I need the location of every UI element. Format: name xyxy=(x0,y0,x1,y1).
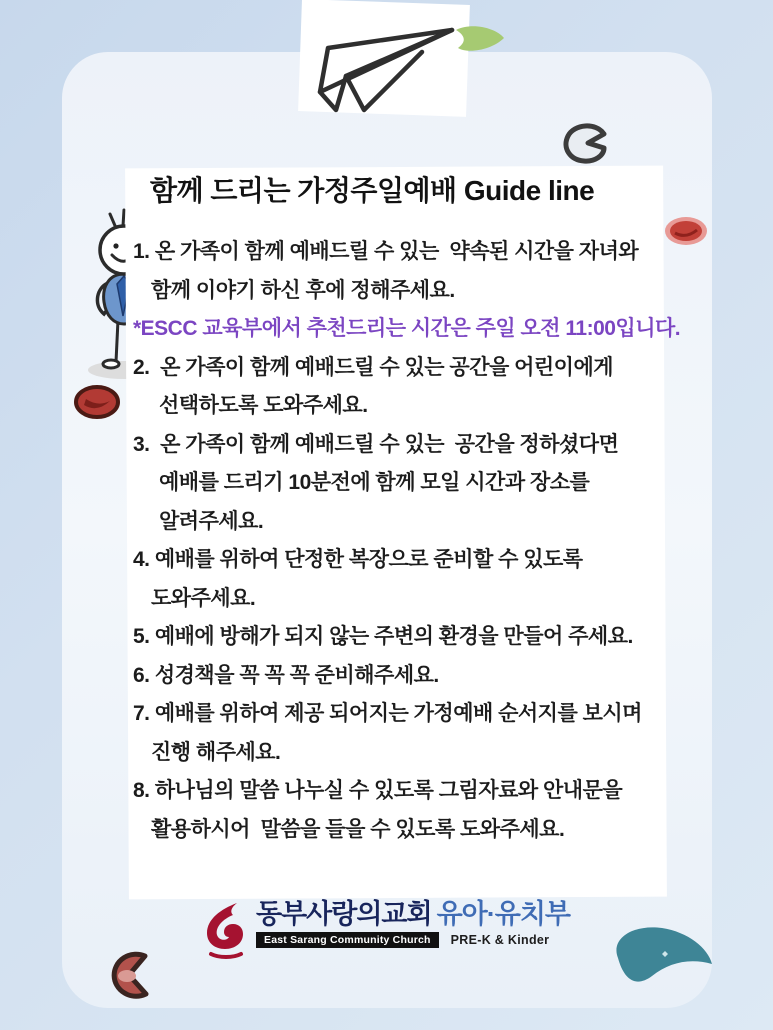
church-logo xyxy=(0,899,773,959)
guide-item-3-cont-2: 알려주세요. xyxy=(159,509,264,533)
guide-item-4-cont: 도와주세요. xyxy=(151,586,256,610)
guide-item-3: 3. 온 가족이 함께 예배드릴 수 있는 공간을 정하셨다면 xyxy=(133,432,619,456)
guide-item-2-cont: 선택하도록 도와주세요. xyxy=(159,394,368,417)
guide-item-7-cont: 진행 해주세요. xyxy=(151,740,281,764)
paper-airplane-icon xyxy=(312,22,462,117)
guide-item-6: 6. 성경책을 꼭 꼭 꼭 준비해주세요. xyxy=(133,663,439,687)
guide-item-8-cont: 활용하시어 말씀을 들을 수 있도록 도와주세요. xyxy=(151,817,565,841)
green-blob-icon xyxy=(452,24,508,54)
guide-item-3-cont-1: 예배를 드리기 10분전에 함께 모일 시간과 장소를 xyxy=(159,471,590,494)
department-name-english: PRE-K & Kinder xyxy=(450,933,550,947)
church-name-korean: 동부사랑의교회 xyxy=(256,899,432,929)
department-name-korean: 유아·유치부 xyxy=(436,899,570,929)
red-blob-right-icon xyxy=(661,211,711,253)
red-blob-left-icon xyxy=(72,381,122,423)
guide-item-8: 8. 하나님의 말씀 나누실 수 있도록 그림자료와 안내문을 xyxy=(133,779,623,802)
guide-list xyxy=(133,233,681,849)
flame-logo-icon xyxy=(203,901,249,959)
guide-item-5: 5. 예배에 방해가 되지 않는 주변의 환경을 만들어 주세요. xyxy=(133,625,633,648)
swirl-doodle-icon xyxy=(560,120,612,166)
church-name-english: East Sarang Community Church xyxy=(256,932,439,948)
guide-item-7: 7. 예배를 위하여 제공 되어지는 가정예배 순서지를 보시며 xyxy=(133,702,642,725)
guide-item-2: 2. 온 가족이 함께 예배드릴 수 있는 공간을 어린이에게 xyxy=(133,355,614,379)
escc-note: *ESCC 교육부에서 추천드리는 시간은 주일 오전 11:00입니다. xyxy=(133,317,681,340)
guide-item-1: 1. 온 가족이 함께 예배드릴 수 있는 약속된 시간을 자녀와 xyxy=(133,240,639,263)
guide-item-1-cont: 함께 이야기 하신 후에 정해주세요. xyxy=(151,278,455,302)
guide-item-4: 4. 예배를 위하여 단정한 복장으로 준비할 수 있도록 xyxy=(133,548,583,571)
page-title: 함께 드리는 가정주일예배 Guide line xyxy=(150,175,595,206)
